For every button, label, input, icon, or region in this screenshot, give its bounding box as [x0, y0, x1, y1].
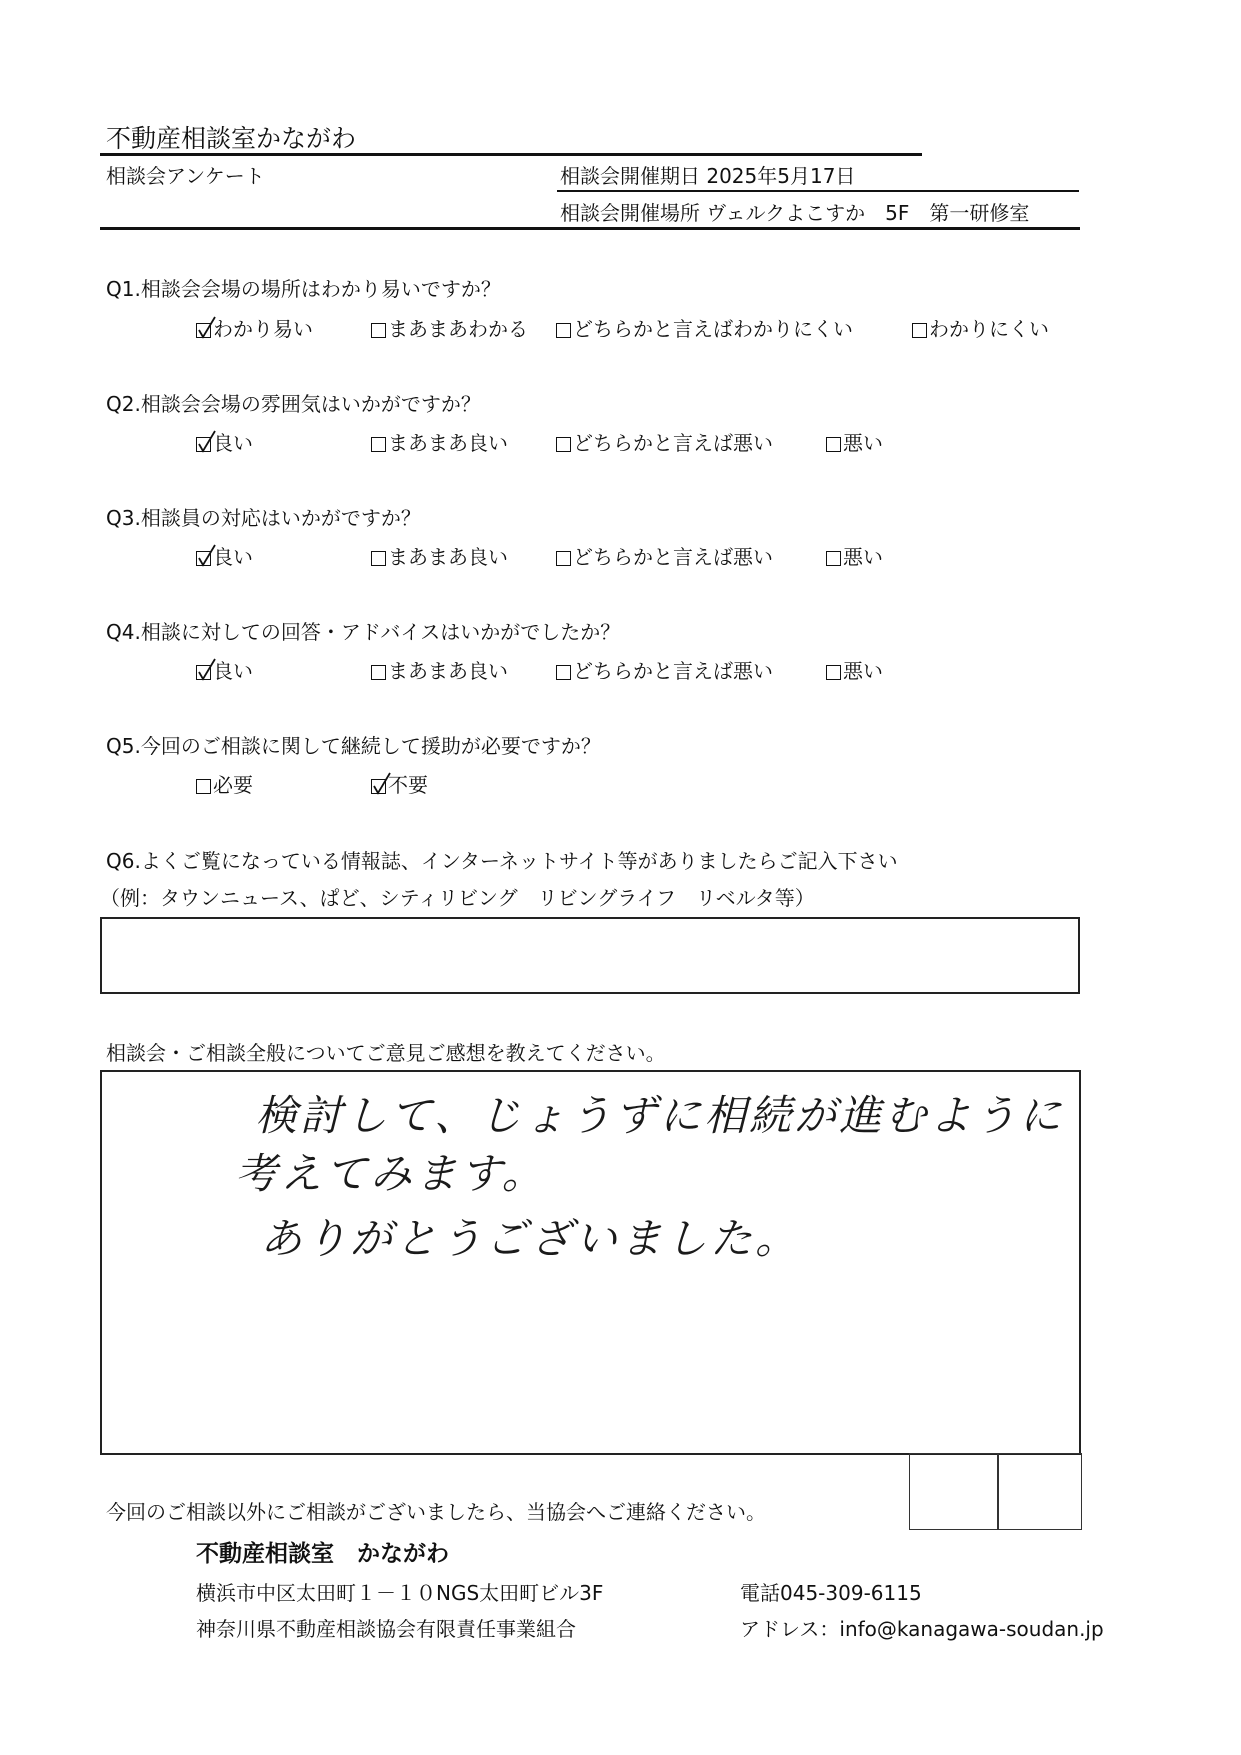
option-label: 悪い: [843, 545, 883, 569]
q1-option-3[interactable]: [556, 313, 853, 342]
q2-option-4[interactable]: [826, 427, 883, 456]
footer-email: アドレス：info@kanagawa-soudan.jp: [740, 1617, 1104, 1641]
option-label: わかり易い: [213, 317, 313, 341]
option-label: まあまあ良い: [388, 431, 508, 455]
question-5-label: Q5.今回のご相談に関して継続して援助が必要ですか？: [106, 734, 601, 758]
q5-option-2[interactable]: [371, 769, 428, 798]
checkbox-checked-icon[interactable]: [196, 665, 211, 680]
info-source-answer-box[interactable]: [100, 917, 1080, 994]
q4-option-3[interactable]: [556, 655, 773, 684]
checkbox-icon[interactable]: [196, 779, 211, 794]
question-1-label: Q1.相談会会場の場所はわかり易いですか？: [106, 277, 501, 301]
q1-option-2[interactable]: [371, 313, 528, 342]
q3-option-3[interactable]: [556, 541, 773, 570]
q5-option-1[interactable]: [196, 769, 253, 798]
option-label: どちらかと言えば悪い: [573, 659, 773, 683]
checkbox-checked-icon[interactable]: [196, 323, 211, 338]
stamp-box-1: [909, 1453, 999, 1530]
org-title: 不動産相談室かながわ: [106, 124, 357, 153]
option-label: 悪い: [843, 431, 883, 455]
q2-option-1[interactable]: [196, 427, 253, 456]
form-title: 相談会アンケート: [106, 164, 265, 188]
option-label: まあまあ良い: [388, 545, 508, 569]
footer-org-name: 不動産相談室 かながわ: [196, 1541, 449, 1567]
checkbox-icon[interactable]: [371, 437, 386, 452]
option-label: わかりにくい: [929, 317, 1049, 341]
header-rule-mid: [557, 190, 1079, 192]
option-label: まあまあわかる: [388, 317, 528, 341]
option-label: 良い: [213, 545, 253, 569]
option-label: どちらかと言えば悪い: [573, 545, 773, 569]
q4-option-4[interactable]: [826, 655, 883, 684]
q4-option-2[interactable]: [371, 655, 508, 684]
checkbox-icon[interactable]: [826, 437, 841, 452]
checkbox-icon[interactable]: [826, 551, 841, 566]
option-label: どちらかと言えばわかりにくい: [573, 317, 853, 341]
q3-option-4[interactable]: [826, 541, 883, 570]
checkbox-icon[interactable]: [371, 551, 386, 566]
checkbox-icon[interactable]: [371, 665, 386, 680]
checkbox-icon[interactable]: [556, 323, 571, 338]
checkbox-checked-icon[interactable]: [196, 551, 211, 566]
q3-option-2[interactable]: [371, 541, 508, 570]
option-label: 悪い: [843, 659, 883, 683]
option-label: どちらかと言えば悪い: [573, 431, 773, 455]
stamp-box-2: [997, 1453, 1082, 1530]
handwriting-line-2: 考えてみます。: [235, 1149, 547, 1198]
footer-association: 神奈川県不動産相談協会有限責任事業組合: [196, 1617, 576, 1641]
q3-option-1[interactable]: [196, 541, 253, 570]
checkbox-checked-icon[interactable]: [371, 779, 386, 794]
comments-label: 相談会・ご相談全般についてご意見ご感想を教えてください。: [106, 1041, 666, 1065]
question-3-label: Q3.相談員の対応はいかがですか？: [106, 506, 421, 530]
handwriting-line-3: ありがとうございました。: [260, 1214, 801, 1263]
q2-option-3[interactable]: [556, 427, 773, 456]
checkbox-checked-icon[interactable]: [196, 437, 211, 452]
q1-option-4[interactable]: [912, 313, 1049, 342]
header-rule-top: [100, 153, 922, 156]
q1-option-1[interactable]: [196, 313, 313, 342]
checkbox-icon[interactable]: [912, 323, 927, 338]
option-label: 良い: [213, 659, 253, 683]
checkbox-icon[interactable]: [556, 665, 571, 680]
q4-option-1[interactable]: [196, 655, 253, 684]
footer-phone: 電話045-309-6115: [740, 1581, 922, 1605]
option-label: 良い: [213, 431, 253, 455]
footer-notice: 今回のご相談以外にご相談がございましたら、当協会へご連絡ください。: [106, 1500, 766, 1524]
question-6-label: Q6.よくご覧になっている情報誌、インターネットサイト等がありましたらご記入下さい: [106, 849, 898, 873]
q2-option-2[interactable]: [371, 427, 508, 456]
option-label: まあまあ良い: [388, 659, 508, 683]
footer-address: 横浜市中区太田町１－１０NGS太田町ビル3F: [196, 1581, 604, 1605]
checkbox-icon[interactable]: [556, 551, 571, 566]
event-place: 相談会開催場所 ヴェルクよこすか 5F 第一研修室: [560, 201, 1030, 225]
handwriting-line-1: 検討して、じょうずに相続が進むように: [255, 1091, 1065, 1140]
checkbox-icon[interactable]: [556, 437, 571, 452]
header-rule-bottom: [100, 227, 1080, 230]
checkbox-icon[interactable]: [826, 665, 841, 680]
question-2-label: Q2.相談会会場の雰囲気はいかがですか？: [106, 392, 481, 416]
option-label: 必要: [213, 773, 253, 797]
option-label: 不要: [388, 773, 428, 797]
question-4-label: Q4.相談に対しての回答・アドバイスはいかがでしたか？: [106, 620, 621, 644]
checkbox-icon[interactable]: [371, 323, 386, 338]
question-6-example: （例：タウンニュース、ぱど、シティリビング リビングライフ リベルタ等）: [100, 886, 815, 910]
event-date: 相談会開催期日 2025年5月17日: [560, 164, 856, 188]
